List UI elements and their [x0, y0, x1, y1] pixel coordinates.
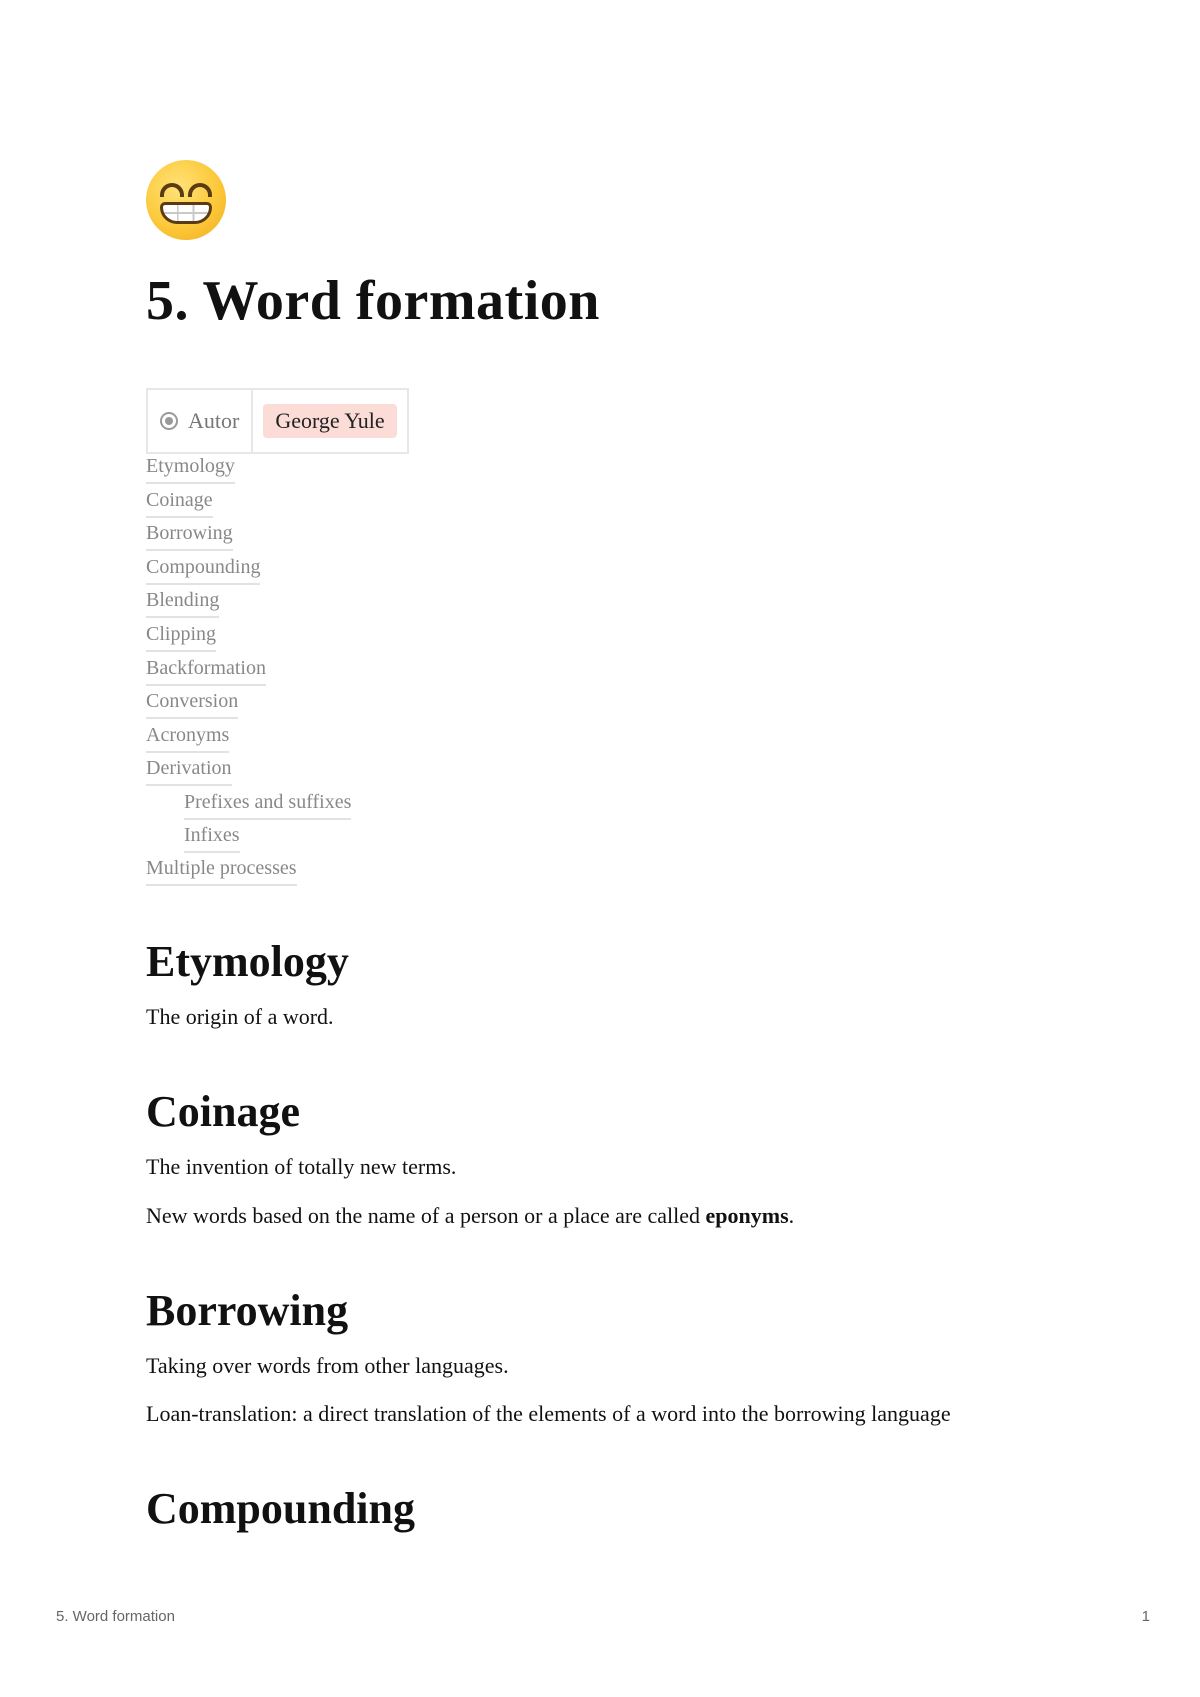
- text-run: .: [788, 1202, 795, 1228]
- toc-item: [146, 723, 1066, 757]
- toc-item: [146, 856, 1066, 890]
- page-footer: [56, 1608, 1150, 1625]
- section-heading-compounding: Compounding: [146, 1483, 416, 1533]
- toc-link-multiple-processes[interactable]: Multiple processes: [146, 856, 297, 886]
- toc-item: [146, 823, 1066, 856]
- toc-item: [146, 689, 1066, 723]
- toc-link-acronyms[interactable]: Acronyms: [146, 723, 229, 753]
- paragraph: The invention of totally new terms.: [146, 1153, 457, 1179]
- author-tag[interactable]: George Yule: [263, 404, 396, 438]
- toc-item: [146, 555, 1066, 589]
- paragraph: The origin of a word.: [146, 1003, 334, 1029]
- property-value-author[interactable]: [252, 389, 407, 453]
- toc-link-coinage[interactable]: Coinage: [146, 488, 213, 518]
- page-title: 5. Word formation: [146, 270, 600, 332]
- footer-page-number: 1: [1141, 1608, 1150, 1625]
- property-label: Autor: [188, 408, 240, 433]
- toc-link-etymology[interactable]: Etymology: [146, 454, 235, 484]
- toc-item: [146, 622, 1066, 656]
- toc-item: [146, 756, 1066, 790]
- toc-link-borrowing[interactable]: Borrowing: [146, 521, 233, 551]
- grinning-face-icon: [146, 160, 226, 240]
- page-content: [146, 160, 1066, 1537]
- text-run: New words based on the name of a person or a place are called: [146, 1202, 706, 1228]
- toc-link-compounding[interactable]: Compounding: [146, 555, 260, 585]
- paragraph: Taking over words from other languages.: [146, 1352, 509, 1378]
- property-row-author: [147, 389, 408, 453]
- table-of-contents: [146, 454, 1066, 890]
- toc-link-conversion[interactable]: Conversion: [146, 689, 238, 719]
- footer-title: 5. Word formation: [56, 1608, 175, 1625]
- person-circle-icon: [160, 412, 178, 430]
- toc-item: [146, 454, 1066, 488]
- section-heading-coinage: Coinage: [146, 1086, 300, 1136]
- section-heading-borrowing: Borrowing: [146, 1285, 349, 1335]
- toc-link-clipping[interactable]: Clipping: [146, 622, 216, 652]
- toc-item: [146, 521, 1066, 555]
- toc-link-backformation[interactable]: Backformation: [146, 656, 266, 686]
- toc-item: [146, 488, 1066, 522]
- properties-table: [146, 388, 409, 454]
- toc-link-blending[interactable]: Blending: [146, 588, 219, 618]
- section-heading-etymology: Etymology: [146, 936, 349, 986]
- toc-link-infixes[interactable]: Infixes: [184, 823, 240, 853]
- toc-item: [146, 656, 1066, 690]
- paragraph: [146, 1201, 1066, 1231]
- toc-link-prefixes-and-suffixes[interactable]: Prefixes and suffixes: [184, 790, 351, 820]
- toc-item: [146, 588, 1066, 622]
- bold-term: eponyms: [705, 1202, 789, 1228]
- toc-link-derivation[interactable]: Derivation: [146, 756, 232, 786]
- property-key-author: [147, 389, 252, 453]
- toc-item: [146, 790, 1066, 823]
- paragraph: Loan-translation: a direct translation of the elements of a word into the borrowing language: [146, 1400, 951, 1426]
